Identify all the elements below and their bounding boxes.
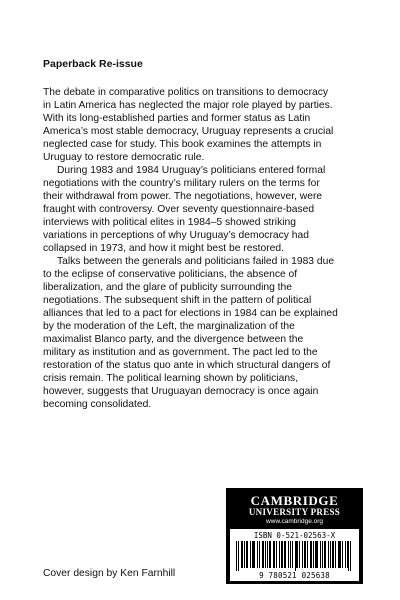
text-line: restoration of the status quo ante in which structural dangers of xyxy=(43,360,331,371)
reissue-heading: Paperback Re-issue xyxy=(43,58,143,70)
text-line: crisis remain. The political learning shown by politicians, xyxy=(43,373,299,384)
text-line: in Latin America has neglected the major role played by parties. xyxy=(43,100,333,111)
text-line: collapsed in 1973, and how it might best be restored. xyxy=(43,243,284,254)
barcode-bar xyxy=(317,541,318,568)
barcode-bar xyxy=(274,541,275,568)
text-line: becoming consolidated. xyxy=(43,399,152,410)
text-line: maximalist Blanco party, and the divergence between the xyxy=(43,334,304,345)
barcode-bar xyxy=(236,541,237,571)
blurb-paragraph-1 xyxy=(43,86,363,164)
barcode-bar xyxy=(257,541,258,568)
barcode-bar xyxy=(267,541,268,568)
barcode-bar xyxy=(262,541,263,568)
barcode-bar xyxy=(316,541,317,568)
barcode-bar xyxy=(313,541,314,568)
barcode-bar xyxy=(350,541,351,571)
barcode-bar xyxy=(288,541,289,568)
publisher-block xyxy=(226,488,363,584)
barcode-panel xyxy=(230,529,359,581)
text-line: to the eclipse of conservative politicians, the absence of xyxy=(43,269,298,280)
barcode-bar xyxy=(342,541,343,568)
text-line: The debate in comparative politics on transitions to democracy xyxy=(43,87,329,98)
blurb-paragraph-3 xyxy=(43,255,363,411)
publisher-subtitle: UNIVERSITY PRESS xyxy=(248,507,341,517)
barcode-bar xyxy=(238,541,239,571)
barcode-bar xyxy=(290,541,291,568)
blurb-paragraph-2 xyxy=(43,164,363,255)
text-line: Talks between the generals and politicians failed in 1983 due xyxy=(57,256,335,267)
text-line: negotiations with the country’s military rulers on the terms for xyxy=(43,178,320,189)
barcode-bar xyxy=(345,541,346,568)
barcode-bar xyxy=(322,541,323,568)
text-line: America’s most stable democracy, Uruguay represents a crucial xyxy=(43,126,334,137)
barcode-icon xyxy=(236,541,353,571)
barcode-bar xyxy=(328,541,329,568)
barcode-bar xyxy=(338,541,339,568)
barcode-bar xyxy=(285,541,286,568)
barcode-bar xyxy=(330,541,331,568)
barcode-bar xyxy=(295,541,296,571)
barcode-bar xyxy=(279,541,280,568)
text-line: variations in perceptions of why Uruguay’s democracy had xyxy=(43,230,309,241)
cover-credit: Cover design by Ken Farnhill xyxy=(43,568,176,579)
text-line: fraught with controversy. Over seventy questionnaire-based xyxy=(43,204,315,215)
barcode-bar xyxy=(282,541,283,568)
barcode-bar xyxy=(302,541,303,568)
barcode-bar xyxy=(340,541,341,568)
text-line: military as institution and as government. The pact led to the xyxy=(43,347,318,358)
barcode-bar xyxy=(247,541,248,568)
barcode-bar xyxy=(299,541,300,568)
barcode-bar xyxy=(284,541,285,568)
blurb-body xyxy=(43,86,363,411)
barcode-bar xyxy=(297,541,298,568)
barcode-bar xyxy=(270,541,271,568)
publisher-url: www.cambridge.org xyxy=(265,518,324,525)
barcode-bar xyxy=(253,541,254,568)
barcode-bar xyxy=(333,541,334,568)
barcode-bar xyxy=(244,541,245,568)
barcode-bar xyxy=(276,541,277,568)
text-line: alliances that led to a pact for elections in 1984 can be explained xyxy=(43,308,338,319)
text-line: negotiations. The subsequent shift in the pattern of political xyxy=(43,295,312,306)
barcode-bar xyxy=(250,541,251,568)
barcode-bar xyxy=(269,541,270,568)
text-line: neglected case for study. This book examines the attempts in xyxy=(43,139,322,150)
barcode-bar xyxy=(292,541,293,568)
barcode-bar xyxy=(311,541,312,568)
barcode-bar xyxy=(281,541,282,568)
barcode-bar xyxy=(335,541,336,568)
barcode-number: 9 780521 025638 xyxy=(259,571,330,580)
barcode-bar xyxy=(324,541,325,568)
barcode-bar xyxy=(325,541,326,568)
barcode-bar xyxy=(320,541,321,568)
barcode-bar xyxy=(348,541,349,571)
barcode-bar xyxy=(332,541,333,568)
publisher-name: CAMBRIDGE xyxy=(250,493,339,508)
text-line: however, suggests that Uruguayan democracy is once again xyxy=(43,386,319,397)
isbn-label: ISBN 0-521-02563-X xyxy=(253,531,336,540)
text-line: interviews with political elites in 1984–5 showed striking xyxy=(43,217,296,228)
barcode-bar xyxy=(339,541,340,568)
text-line: With its long-established parties and former status as Latin xyxy=(43,113,311,124)
barcode-bar xyxy=(254,541,255,568)
text-line: by the moderation of the Left, the marginalization of the xyxy=(43,321,295,332)
text-line: During 1983 and 1984 Uruguay’s politicians entered formal xyxy=(57,165,326,176)
barcode-bar xyxy=(246,541,247,568)
barcode-bar xyxy=(315,541,316,568)
barcode-bar xyxy=(347,541,348,568)
barcode-bar xyxy=(241,541,242,568)
barcode-bar xyxy=(273,541,274,568)
barcode-bar xyxy=(263,541,264,568)
barcode-bar xyxy=(265,541,266,568)
barcode-bar xyxy=(307,541,308,568)
barcode-bar xyxy=(242,541,243,568)
barcode-bar xyxy=(310,541,311,568)
barcode-bar xyxy=(304,541,305,568)
text-line: liberalization, and the glare of publicity surrounding the xyxy=(43,282,292,293)
barcode-bar xyxy=(259,541,260,568)
barcode-bar xyxy=(296,541,297,568)
text-line: Uruguay to restore democratic rule. xyxy=(43,152,205,163)
barcode-bar xyxy=(305,541,306,568)
barcode-bar xyxy=(252,541,253,568)
text-line: their withdrawal from power. The negotiations, however, were xyxy=(43,191,323,202)
